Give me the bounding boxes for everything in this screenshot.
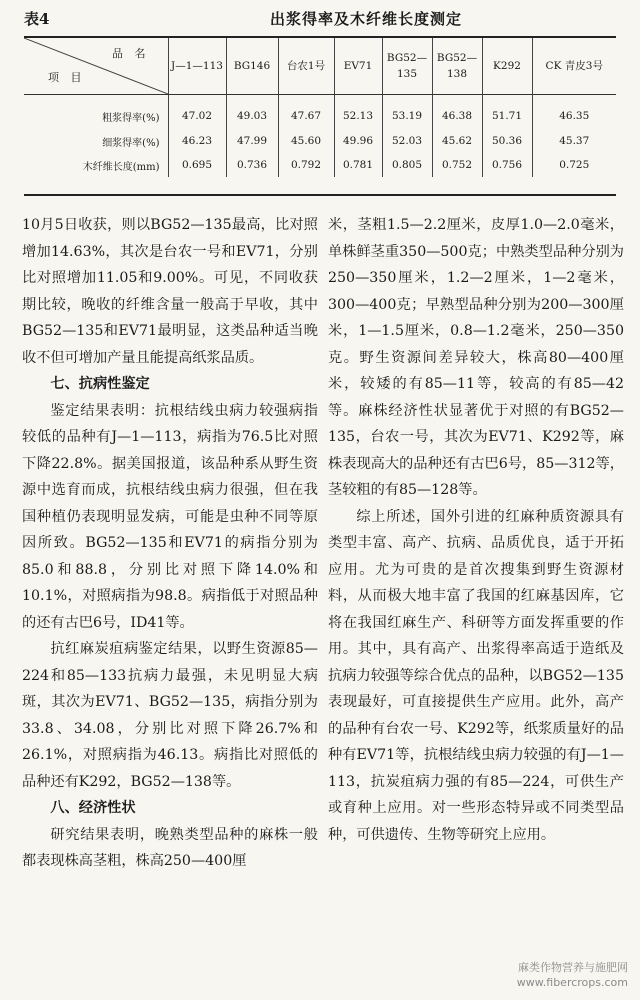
paragraph: 10月5日收获，则以BG52—135最高，比对照增加14.63%，其次是台农一号和EV71，分别比对照增加11.05和9.00%。可见，不同收获期比较，晚收的纤维含量一般高于早收，其中BG52—135和EV71最明显，这类品种适当晚收不但可增加产量且能提高纸浆品质。 <box>22 217 318 366</box>
row-label: 木纤维长度(mm) <box>82 161 160 173</box>
watermark-line: 麻类作物营养与施肥网 <box>518 961 628 974</box>
cell: 0.781 <box>334 153 382 177</box>
right-column <box>328 212 624 848</box>
table-row <box>24 95 616 130</box>
cell: 46.35 <box>532 95 616 130</box>
cell: 46.23 <box>168 129 226 153</box>
row-label: 粗浆得率(%) <box>102 112 160 124</box>
cell: 52.03 <box>382 129 432 153</box>
section-heading-8: 八、经济性状 <box>50 800 136 816</box>
left-column <box>22 212 318 875</box>
cell: 45.37 <box>532 129 616 153</box>
watermark-url: www.fibercrops.com <box>516 976 628 989</box>
cell: 49.96 <box>334 129 382 153</box>
col-header: 台农1号 <box>278 38 334 95</box>
col-header: EV71 <box>334 38 382 95</box>
cell: 47.67 <box>278 95 334 130</box>
table-row <box>24 129 616 153</box>
cell: 0.805 <box>382 153 432 177</box>
cell: 45.60 <box>278 129 334 153</box>
cell: 47.99 <box>226 129 278 153</box>
data-table <box>24 38 616 177</box>
row-label: 细浆得率(%) <box>102 137 160 149</box>
cell: 0.756 <box>482 153 532 177</box>
paragraph: 米，茎粗1.5—2.2厘米，皮厚1.0—2.0毫米，单株鲜茎重350—500克；中熟类型品种分别为250—350厘米，1.2—2厘米，1—2毫米，300—400克；早熟型品种分别为200—300厘米，1—1.5厘米，0.8—1.2毫米，250—350克。野生资源间差异较大，株高80—400厘米，较矮的有85—11等，较高的有85—42等。麻株经济性状显著优于对照的有BG52—135，台农一号，其次为EV71、K292等，麻株表现高大的品种还有古巴6号，85—312等，茎较粗的有85—128等。 <box>328 217 624 498</box>
cell: 47.02 <box>168 95 226 130</box>
col-header: CK 青皮3号 <box>532 38 616 95</box>
cell: 46.38 <box>432 95 482 130</box>
paragraph: 抗红麻炭疽病鉴定结果，以野生资源85—224和85—133抗病力最强，未见明显大病斑，其次为EV71、BG52—135，病指分别为33.8、34.08，分别比对照下降26.7%和26.1%，对照病指为46.13。病指比对照低的品种还有K292，BG52—138等。 <box>22 641 318 790</box>
table-title: 出浆得率及木纤维长度测定 <box>270 10 463 28</box>
col-header: J—1—113 <box>168 38 226 95</box>
cell: 0.792 <box>278 153 334 177</box>
paragraph: 鉴定结果表明：抗根结线虫病力较强病指较低的品种有J—1—113，病指为76.5比对照下降22.8%。据美国报道，该品种系从野生资源中选育而成，抗根结线虫病力很强，但在我国种植仍表现明显发病，可能是虫种不同等原因所致。BG52—135和EV71的病指分别为85.0和88.8，分别比对照下降14.0%和10.1%，对照病指为98.8。病指低于对照品种的还有古巴6号，ID41等。 <box>22 402 318 631</box>
cell: 52.13 <box>334 95 382 130</box>
table-bottom-rule <box>24 194 616 196</box>
cell: 50.36 <box>482 129 532 153</box>
table-caption <box>24 8 616 30</box>
cell: 0.736 <box>226 153 278 177</box>
header-item-label: 项 目 <box>48 71 86 84</box>
col-header: BG52—138 <box>432 38 482 95</box>
table-row <box>24 153 616 177</box>
cell: 0.695 <box>168 153 226 177</box>
cell: 49.03 <box>226 95 278 130</box>
section-heading-7: 七、抗病性鉴定 <box>50 376 150 392</box>
table-number: 表4 <box>24 10 50 28</box>
cell: 51.71 <box>482 95 532 130</box>
cell: 0.752 <box>432 153 482 177</box>
cell: 53.19 <box>382 95 432 130</box>
col-header: K292 <box>482 38 532 95</box>
cell: 45.62 <box>432 129 482 153</box>
paragraph: 综上所述，国外引进的红麻种质资源具有类型丰富、高产、抗病、品质优良，适于开拓应用。尤为可贵的是首次搜集到野生资源材料，从而极大地丰富了我国的红麻基因库，它将在我国红麻生产、科研等方面发挥重要的作用。其中，具有高产、出浆得率高适于造纸及抗病力较强等综合优点的品种，以BG52—135表现最好，可直接提供生产应用。此外，高产的品种有台农一号、K292等，纸浆质量好的品种有EV71等，抗根结线虫病力较强的有J—1—113，抗炭疽病力强的有85—224，可供生产或育种上应用。对一些形态特异或不同类型品种，可供遗传、生物等研究上应用。 <box>328 508 624 843</box>
col-header: BG146 <box>226 38 278 95</box>
header-variety-label: 品 名 <box>112 47 150 60</box>
watermark <box>517 960 628 990</box>
cell: 0.725 <box>532 153 616 177</box>
col-header: BG52—135 <box>382 38 432 95</box>
paragraph: 研究结果表明，晚熟类型品种的麻株一般都表现株高茎粗，株高250—400厘 <box>22 826 318 869</box>
table-header-row <box>24 38 616 95</box>
header-diagonal-cell <box>24 38 168 95</box>
